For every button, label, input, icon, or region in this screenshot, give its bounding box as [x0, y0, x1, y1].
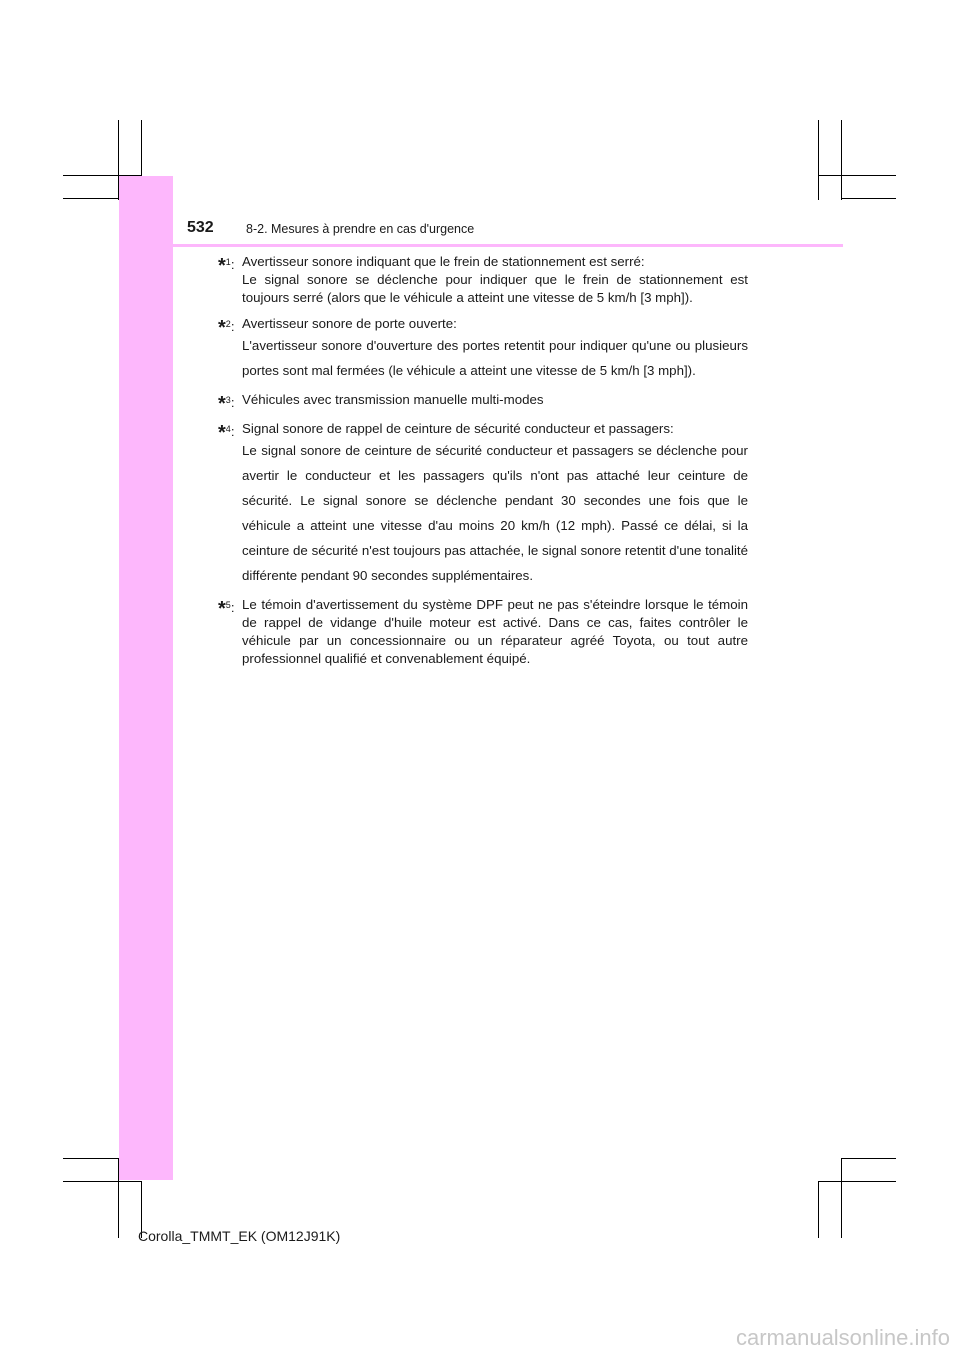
footnote-text: Le signal sonore de ceinture de sécurité conducteur et passagers se déclenche pour avertir le conducteur et les passagers qu'ils n'ont pas attaché leur ceinture de sécurité. Le signal sonore se déclenche pendant 30 secondes une fois que le véhicule a atteint une vitesse d'au moins 20 km/h (12 mph). Passé ce délai, si la ceinture de sécurité n'est toujours pas attachée, le signal sonore retentit d'une tonalité différente pendant 90 secondes supplémentaires. — [242, 443, 748, 583]
crop-mark — [841, 1158, 896, 1159]
footnote-title: Avertisseur sonore de porte ouverte: — [242, 316, 457, 331]
crop-mark — [841, 1158, 842, 1238]
footnote-body — [242, 420, 748, 588]
crop-mark — [63, 1158, 119, 1159]
footnote-2 — [218, 315, 748, 383]
section-title: 8-2. Mesures à prendre en cas d'urgence — [246, 222, 475, 236]
footnote-text: Le signal sonore se déclenche pour indiquer que le frein de stationnement est toujours serré (alors que le véhicule a atteint une vitesse de 5 km/h [3 mph]). — [242, 272, 748, 305]
footnote-3 — [218, 391, 748, 415]
watermark: carmanualsonline.info — [735, 1325, 950, 1350]
crop-mark — [818, 175, 896, 176]
footnote-5 — [218, 596, 748, 668]
crop-mark — [63, 198, 119, 199]
document-code: Corolla_TMMT_EK (OM12J91K) — [138, 1228, 341, 1244]
footnote-body — [242, 315, 748, 383]
footnote-1 — [218, 253, 748, 307]
footnote-body — [242, 596, 748, 668]
crop-mark — [818, 120, 819, 200]
footnotes — [218, 253, 748, 668]
footnote-title: Signal sonore de rappel de ceinture de sécurité conducteur et passagers: — [242, 421, 674, 436]
crop-mark — [841, 120, 842, 200]
crop-mark — [63, 1181, 141, 1182]
footnote-marker: *$^3$: — [218, 393, 235, 415]
header-rule — [119, 244, 843, 247]
footnote-marker: *$^4$: — [218, 422, 235, 444]
footnote-marker: *$^5$: — [218, 598, 235, 620]
footnote-title: Avertisseur sonore indiquant que le frein de stationnement est serré: — [242, 254, 645, 269]
footnote-body — [242, 391, 748, 409]
side-tab-bar — [119, 176, 173, 1180]
footnote-marker: *$^1$: — [218, 255, 235, 277]
crop-mark — [818, 1181, 896, 1182]
footnote-text: Le témoin d'avertissement du système DPF peut ne pas s'éteindre lorsque le témoin de rappel de vidange d'huile moteur est activé. Dans ce cas, faites contrôler le véhicule par un concessionnaire ou un réparateur agréé Toyota, ou tout autre professionnel qualifié et convenablement équipé. — [242, 597, 748, 666]
crop-mark — [841, 198, 896, 199]
footnote-marker: *$^2$: — [218, 317, 235, 339]
crop-mark — [818, 1181, 819, 1238]
page-number: 532 — [187, 219, 214, 236]
footnote-4 — [218, 420, 748, 588]
footnote-text: L'avertisseur sonore d'ouverture des portes retentit pour indiquer qu'une ou plusieurs portes sont mal fermées (le véhicule a atteint une vitesse de 5 km/h [3 mph]). — [242, 338, 748, 378]
footnote-title: Véhicules avec transmission manuelle multi-modes — [242, 392, 544, 407]
footnote-body — [242, 253, 748, 307]
